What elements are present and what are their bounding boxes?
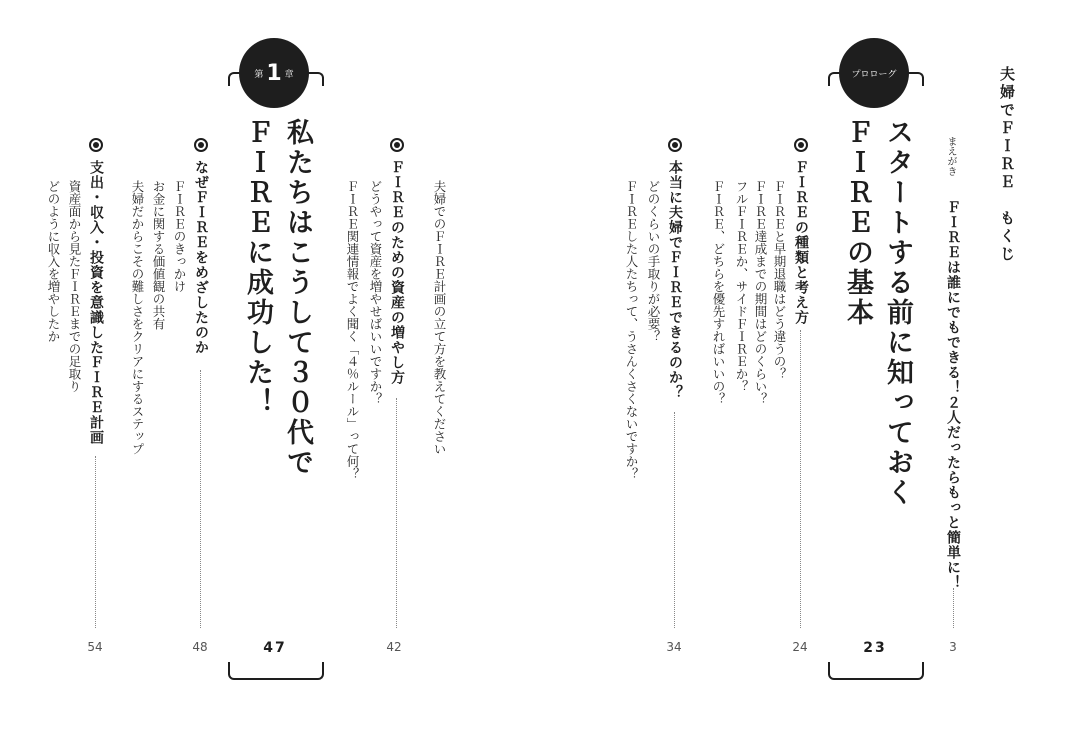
prologue-title-line2[interactable]: ＦＩＲＥの基本	[842, 118, 873, 328]
prologue-section-1-leader	[800, 330, 801, 628]
prologue-section-2-page: 34	[666, 640, 682, 654]
chapter1-section-2-page: 48	[192, 640, 208, 654]
chapter1-s1-item-2[interactable]: ＦＩＲＥ関連情報でよく聞く「４％ルール」って何？	[345, 180, 360, 480]
section-bullet-icon	[89, 138, 103, 152]
chapter1-badge-prefix: 第	[254, 69, 264, 80]
chapter1-title-line2[interactable]: ＦＩＲＥに成功した！	[242, 118, 273, 418]
prologue-badge-label: プロローグ	[851, 69, 897, 80]
prologue-bracket-bottom	[828, 662, 924, 680]
section-bullet-icon	[390, 138, 404, 152]
section-bullet-icon	[668, 138, 682, 152]
chapter1-s2-item-3[interactable]: 夫婦だからこその難しさをクリアにするステップ	[130, 180, 145, 455]
book-title: 夫婦でＦＩＲＥ もくじ	[998, 66, 1016, 264]
maegaki-label: まえがき	[945, 136, 956, 176]
prologue-s2-item-2[interactable]: ＦＩＲＥした人たちって、うさんくさくないですか？	[624, 180, 639, 480]
chapter1-s2-item-1[interactable]: ＦＩＲＥのきっかけ	[172, 180, 187, 293]
prologue-s2-item-1[interactable]: どのくらいの手取りが必要？	[646, 180, 661, 343]
prologue-badge	[839, 38, 909, 108]
prologue-s1-item-3[interactable]: フルＦＩＲＥか、サイドＦＩＲＥか？	[734, 180, 749, 393]
chapter1-title-line1[interactable]: 私たちはこうして３０代で	[282, 118, 313, 478]
chapter1-s3-item-2[interactable]: どのように収入を増やしたか	[46, 180, 61, 343]
chapter1-s3-item-1[interactable]: 資産面から見たＦＩＲＥまでの足取り	[67, 180, 82, 393]
chapter1-bracket-bottom	[228, 662, 324, 680]
prologue-section-2-leader	[674, 412, 675, 628]
prologue-section-1-page: 24	[792, 640, 808, 654]
chapter1-section-2-title[interactable]: なぜＦＩＲＥをめざしたのか	[193, 160, 209, 355]
chapter1-s2-item-2[interactable]: お金に関する価値観の共有	[151, 180, 166, 330]
chapter1-badge-suffix: 章	[284, 69, 294, 80]
chapter1-section-1-leader	[396, 398, 397, 628]
prologue-title-line1[interactable]: スタートする前に知っておく	[882, 118, 913, 508]
section-bullet-icon	[194, 138, 208, 152]
chapter1-section-3-title[interactable]: 支出・収入・投資を意識したＦＩＲＥ計画	[88, 160, 104, 445]
maegaki-title[interactable]: ＦＩＲＥは誰にでもできる！２人だったらもっと簡単に！	[945, 200, 961, 590]
chapter1-page: 47	[263, 640, 287, 656]
maegaki-leader	[953, 588, 954, 628]
prologue-page: 23	[863, 640, 887, 656]
chapter1-section-3-page: 54	[87, 640, 103, 654]
maegaki-page: 3	[949, 640, 957, 654]
prologue-section-2-title[interactable]: 本当に夫婦でＦＩＲＥできるのか？	[667, 160, 683, 400]
chapter1-s1-pre-item[interactable]: 夫婦でのＦＩＲＥ計画の立て方を教えてください	[432, 180, 447, 455]
chapter1-section-2-leader	[200, 370, 201, 628]
chapter1-section-1-page: 42	[386, 640, 402, 654]
prologue-s1-item-4[interactable]: ＦＩＲＥ、どちらを優先すればいいの？	[711, 180, 726, 405]
prologue-s1-item-1[interactable]: ＦＩＲＥと早期退職はどう違うの？	[772, 180, 787, 380]
chapter1-section-1-title[interactable]: ＦＩＲＥのための資産の増やし方	[389, 160, 405, 385]
chapter1-badge	[239, 38, 309, 108]
chapter1-section-3-leader	[95, 456, 96, 628]
prologue-s1-item-2[interactable]: ＦＩＲＥ達成までの期間はどのくらい？	[753, 180, 768, 405]
chapter1-badge-number: 1	[266, 60, 282, 86]
section-bullet-icon	[794, 138, 808, 152]
prologue-section-1-title[interactable]: ＦＩＲＥの種類と考え方	[793, 160, 809, 325]
chapter1-s1-item-1[interactable]: どうやって資産を増やせばいいですか？	[368, 180, 383, 405]
